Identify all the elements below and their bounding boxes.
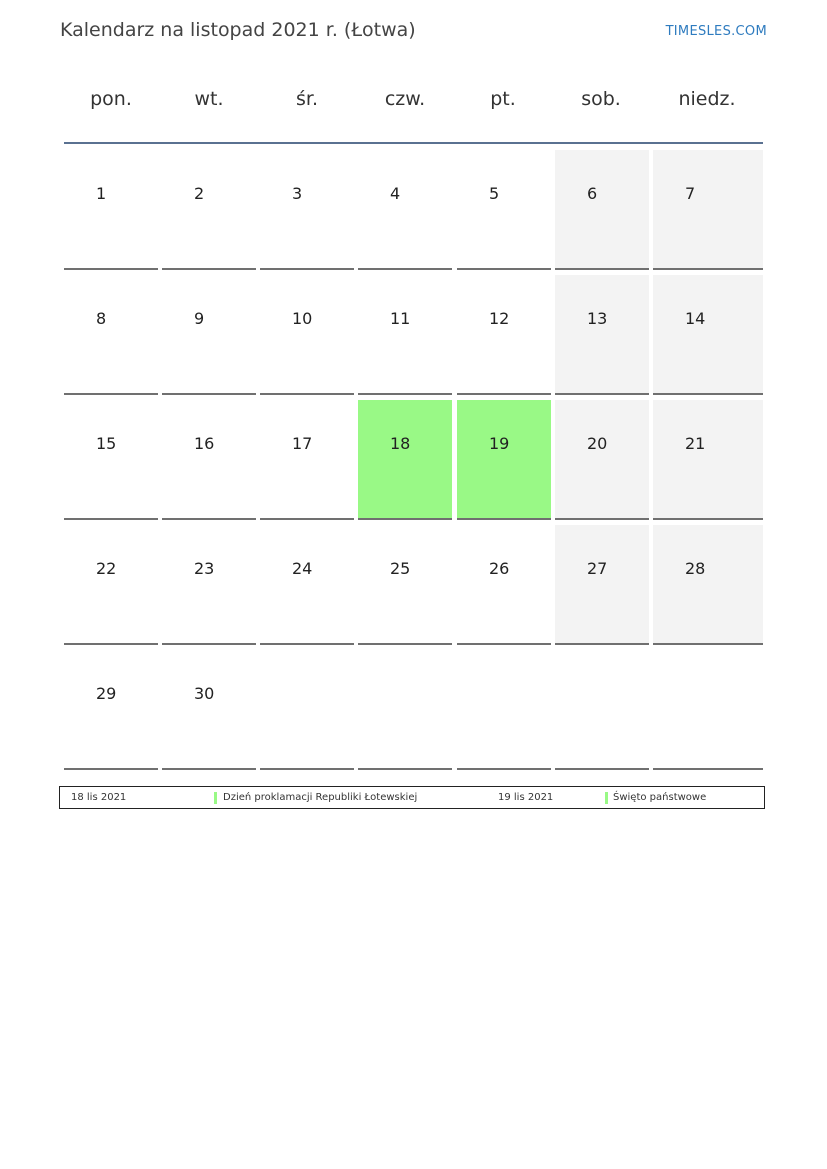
day-number: 28 — [685, 559, 706, 578]
day-number: 24 — [292, 559, 313, 578]
calendar-day-cell — [653, 150, 763, 270]
legend-holiday-name: Dzień proklamacji Republiki Łotewskiej — [223, 792, 418, 803]
day-number: 8 — [96, 309, 107, 328]
day-number: 16 — [194, 434, 215, 453]
calendar-day-cell — [260, 400, 354, 520]
calendar-day-cell — [457, 400, 551, 520]
day-number: 23 — [194, 559, 215, 578]
day-number: 6 — [587, 184, 598, 203]
weekday-label: czw. — [384, 88, 426, 110]
calendar-day-cell — [64, 650, 158, 770]
calendar-day-cell — [457, 275, 551, 395]
header-divider — [64, 142, 763, 144]
calendar-day-cell — [358, 400, 452, 520]
page-title: Kalendarz na listopad 2021 r. (Łotwa) — [60, 19, 416, 41]
legend-holiday-name: Święto państwowe — [613, 792, 707, 803]
calendar-day-cell — [457, 150, 551, 270]
calendar-day-cell — [162, 525, 256, 645]
calendar-day-cell — [653, 275, 763, 395]
day-number: 15 — [96, 434, 117, 453]
weekday-label: śr. — [295, 88, 318, 110]
legend-date: 19 lis 2021 — [498, 792, 554, 803]
day-number: 5 — [489, 184, 500, 203]
day-number: 11 — [390, 309, 411, 328]
calendar-day-cell — [555, 150, 649, 270]
calendar-day-cell — [653, 400, 763, 520]
holiday-legend — [59, 786, 765, 809]
day-number: 29 — [96, 684, 117, 703]
day-number: 14 — [685, 309, 706, 328]
calendar-day-cell — [162, 150, 256, 270]
calendar-day-cell — [457, 525, 551, 645]
day-number: 3 — [292, 184, 303, 203]
day-number: 2 — [194, 184, 205, 203]
calendar-day-cell — [358, 275, 452, 395]
calendar-day-cell — [260, 150, 354, 270]
calendar-day-cell — [260, 525, 354, 645]
day-number: 4 — [390, 184, 401, 203]
day-number: 7 — [685, 184, 696, 203]
legend-date: 18 lis 2021 — [71, 792, 127, 803]
calendar-day-cell — [358, 150, 452, 270]
calendar-day-cell — [64, 400, 158, 520]
day-number: 10 — [292, 309, 313, 328]
brand-link[interactable]: TIMESLES.COM — [665, 24, 767, 39]
calendar-day-cell — [653, 525, 763, 645]
day-number: 17 — [292, 434, 313, 453]
calendar-day-cell — [555, 525, 649, 645]
calendar-day-cell — [64, 150, 158, 270]
day-number: 22 — [96, 559, 117, 578]
day-number: 1 — [96, 184, 107, 203]
calendar-day-cell — [162, 650, 256, 770]
day-number: 19 — [489, 434, 510, 453]
weekday-label: wt. — [194, 88, 224, 110]
calendar-day-cell — [555, 650, 649, 770]
day-number: 30 — [194, 684, 215, 703]
day-number: 18 — [390, 434, 411, 453]
weekday-label: pon. — [90, 88, 132, 110]
day-number: 9 — [194, 309, 205, 328]
calendar-day-cell — [64, 275, 158, 395]
calendar-day-cell — [162, 400, 256, 520]
day-number: 12 — [489, 309, 510, 328]
calendar-day-cell — [260, 275, 354, 395]
day-number: 21 — [685, 434, 706, 453]
day-number: 25 — [390, 559, 411, 578]
weekday-label: niedz. — [678, 88, 736, 110]
weekday-label: pt. — [490, 88, 516, 110]
calendar-day-cell — [653, 650, 763, 770]
calendar-day-cell — [260, 650, 354, 770]
day-number: 20 — [587, 434, 608, 453]
calendar-day-cell — [358, 650, 452, 770]
calendar-day-cell — [555, 275, 649, 395]
day-number: 26 — [489, 559, 510, 578]
calendar-day-cell — [64, 525, 158, 645]
day-number: 27 — [587, 559, 608, 578]
legend-color-marker — [605, 792, 608, 804]
day-number: 13 — [587, 309, 608, 328]
calendar-day-cell — [457, 650, 551, 770]
calendar-day-cell — [162, 275, 256, 395]
weekday-header-row — [64, 88, 762, 120]
legend-color-marker — [214, 792, 217, 804]
calendar-day-cell — [555, 400, 649, 520]
weekday-label: sob. — [581, 88, 621, 110]
calendar-day-cell — [358, 525, 452, 645]
